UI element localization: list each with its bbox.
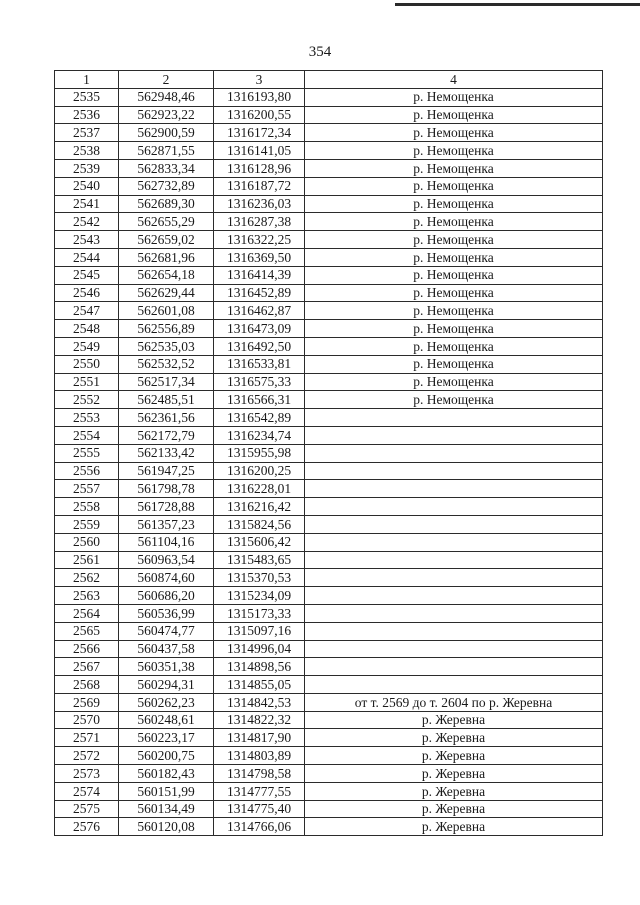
y-coordinate-cell: 1316236,03	[214, 195, 305, 213]
table-row	[55, 658, 603, 676]
table-row	[55, 195, 603, 213]
point-number-cell: 2535	[55, 88, 119, 106]
point-number-cell: 2555	[55, 444, 119, 462]
x-coordinate-cell: 560151,99	[119, 782, 214, 800]
point-number-cell: 2551	[55, 373, 119, 391]
table-row	[55, 782, 603, 800]
table-row	[55, 213, 603, 231]
table-row	[55, 231, 603, 249]
description-cell: р. Немощенка	[305, 373, 603, 391]
table-row	[55, 533, 603, 551]
point-number-cell: 2565	[55, 622, 119, 640]
description-cell: р. Жеревна	[305, 782, 603, 800]
description-cell	[305, 622, 603, 640]
x-coordinate-cell: 560134,49	[119, 800, 214, 818]
y-coordinate-cell: 1316128,96	[214, 159, 305, 177]
point-number-cell: 2564	[55, 604, 119, 622]
point-number-cell: 2567	[55, 658, 119, 676]
description-cell: р. Немощенка	[305, 302, 603, 320]
table-row	[55, 604, 603, 622]
y-coordinate-cell: 1315173,33	[214, 604, 305, 622]
x-coordinate-cell: 562833,34	[119, 159, 214, 177]
table-row	[55, 498, 603, 516]
point-number-cell: 2537	[55, 124, 119, 142]
table-row	[55, 622, 603, 640]
table-row	[55, 551, 603, 569]
x-coordinate-cell: 560437,58	[119, 640, 214, 658]
x-coordinate-cell: 560294,31	[119, 676, 214, 694]
table-row	[55, 248, 603, 266]
x-coordinate-cell: 560262,23	[119, 693, 214, 711]
point-number-cell: 2566	[55, 640, 119, 658]
page-number: 354	[308, 44, 332, 60]
description-cell: р. Жеревна	[305, 765, 603, 783]
table-row	[55, 124, 603, 142]
point-number-cell: 2553	[55, 409, 119, 427]
point-number-cell: 2575	[55, 800, 119, 818]
table-row	[55, 426, 603, 444]
point-number-cell: 2554	[55, 426, 119, 444]
y-coordinate-cell: 1314817,90	[214, 729, 305, 747]
table-row	[55, 320, 603, 338]
point-number-cell: 2543	[55, 231, 119, 249]
y-coordinate-cell: 1316193,80	[214, 88, 305, 106]
table-row	[55, 729, 603, 747]
x-coordinate-cell: 562517,34	[119, 373, 214, 391]
description-cell	[305, 409, 603, 427]
top-edge-rule	[395, 3, 640, 6]
point-number-cell: 2571	[55, 729, 119, 747]
description-cell	[305, 640, 603, 658]
description-cell: р. Немощенка	[305, 213, 603, 231]
description-cell	[305, 551, 603, 569]
x-coordinate-cell: 560686,20	[119, 587, 214, 605]
description-cell: р. Жеревна	[305, 747, 603, 765]
coordinates-table	[54, 70, 603, 836]
table-row	[55, 177, 603, 195]
table-row	[55, 480, 603, 498]
description-cell	[305, 498, 603, 516]
description-cell	[305, 658, 603, 676]
point-number-cell: 2561	[55, 551, 119, 569]
x-coordinate-cell: 561357,23	[119, 515, 214, 533]
table-row	[55, 515, 603, 533]
description-cell	[305, 515, 603, 533]
description-cell: от т. 2569 до т. 2604 по р. Жеревна	[305, 693, 603, 711]
description-cell: р. Немощенка	[305, 320, 603, 338]
table-row	[55, 444, 603, 462]
description-cell: р. Немощенка	[305, 355, 603, 373]
table-row	[55, 284, 603, 302]
point-number-cell: 2574	[55, 782, 119, 800]
point-number-cell: 2562	[55, 569, 119, 587]
point-number-cell: 2540	[55, 177, 119, 195]
y-coordinate-cell: 1315824,56	[214, 515, 305, 533]
x-coordinate-cell: 562923,22	[119, 106, 214, 124]
y-coordinate-cell: 1315370,53	[214, 569, 305, 587]
y-coordinate-cell: 1316575,33	[214, 373, 305, 391]
point-number-cell: 2545	[55, 266, 119, 284]
y-coordinate-cell: 1316452,89	[214, 284, 305, 302]
point-number-cell: 2559	[55, 515, 119, 533]
table-row	[55, 800, 603, 818]
y-coordinate-cell: 1316414,39	[214, 266, 305, 284]
point-number-cell: 2557	[55, 480, 119, 498]
point-number-cell: 2546	[55, 284, 119, 302]
table-row	[55, 391, 603, 409]
x-coordinate-cell: 560223,17	[119, 729, 214, 747]
point-number-cell: 2544	[55, 248, 119, 266]
x-coordinate-cell: 562654,18	[119, 266, 214, 284]
x-coordinate-cell: 560874,60	[119, 569, 214, 587]
description-cell: р. Немощенка	[305, 248, 603, 266]
y-coordinate-cell: 1314803,89	[214, 747, 305, 765]
y-coordinate-cell: 1315606,42	[214, 533, 305, 551]
table-header	[55, 71, 603, 89]
description-cell: р. Жеревна	[305, 800, 603, 818]
description-cell: р. Немощенка	[305, 231, 603, 249]
description-cell	[305, 480, 603, 498]
description-cell	[305, 569, 603, 587]
table-row	[55, 711, 603, 729]
point-number-cell: 2542	[55, 213, 119, 231]
y-coordinate-cell: 1314798,58	[214, 765, 305, 783]
x-coordinate-cell: 562485,51	[119, 391, 214, 409]
column-header-2: 2	[119, 71, 214, 89]
y-coordinate-cell: 1316566,31	[214, 391, 305, 409]
table-row	[55, 693, 603, 711]
description-cell	[305, 587, 603, 605]
x-coordinate-cell: 562172,79	[119, 426, 214, 444]
x-coordinate-cell: 561104,16	[119, 533, 214, 551]
x-coordinate-cell: 562689,30	[119, 195, 214, 213]
y-coordinate-cell: 1314898,56	[214, 658, 305, 676]
y-coordinate-cell: 1316322,25	[214, 231, 305, 249]
point-number-cell: 2570	[55, 711, 119, 729]
description-cell: р. Немощенка	[305, 124, 603, 142]
point-number-cell: 2539	[55, 159, 119, 177]
column-header-4: 4	[305, 71, 603, 89]
x-coordinate-cell: 562655,29	[119, 213, 214, 231]
table-row	[55, 302, 603, 320]
point-number-cell: 2549	[55, 337, 119, 355]
y-coordinate-cell: 1314842,53	[214, 693, 305, 711]
table-row	[55, 266, 603, 284]
y-coordinate-cell: 1315097,16	[214, 622, 305, 640]
x-coordinate-cell: 560200,75	[119, 747, 214, 765]
description-cell: р. Немощенка	[305, 106, 603, 124]
point-number-cell: 2552	[55, 391, 119, 409]
y-coordinate-cell: 1316200,25	[214, 462, 305, 480]
x-coordinate-cell: 562948,46	[119, 88, 214, 106]
point-number-cell: 2550	[55, 355, 119, 373]
x-coordinate-cell: 562900,59	[119, 124, 214, 142]
y-coordinate-cell: 1314775,40	[214, 800, 305, 818]
x-coordinate-cell: 562361,56	[119, 409, 214, 427]
description-cell: р. Немощенка	[305, 88, 603, 106]
description-cell: р. Немощенка	[305, 266, 603, 284]
point-number-cell: 2568	[55, 676, 119, 694]
header-row	[55, 71, 603, 89]
table-row	[55, 818, 603, 836]
description-cell: р. Немощенка	[305, 159, 603, 177]
table-row	[55, 587, 603, 605]
table-row	[55, 142, 603, 160]
y-coordinate-cell: 1316462,87	[214, 302, 305, 320]
x-coordinate-cell: 561728,88	[119, 498, 214, 516]
point-number-cell: 2541	[55, 195, 119, 213]
description-cell	[305, 426, 603, 444]
x-coordinate-cell: 560120,08	[119, 818, 214, 836]
x-coordinate-cell: 562601,08	[119, 302, 214, 320]
x-coordinate-cell: 562732,89	[119, 177, 214, 195]
y-coordinate-cell: 1315955,98	[214, 444, 305, 462]
point-number-cell: 2569	[55, 693, 119, 711]
table-row	[55, 409, 603, 427]
table-body	[55, 88, 603, 835]
y-coordinate-cell: 1316200,55	[214, 106, 305, 124]
x-coordinate-cell: 561947,25	[119, 462, 214, 480]
y-coordinate-cell: 1314822,32	[214, 711, 305, 729]
x-coordinate-cell: 560182,43	[119, 765, 214, 783]
y-coordinate-cell: 1316542,89	[214, 409, 305, 427]
point-number-cell: 2560	[55, 533, 119, 551]
x-coordinate-cell: 560963,54	[119, 551, 214, 569]
x-coordinate-cell: 560474,77	[119, 622, 214, 640]
y-coordinate-cell: 1316172,34	[214, 124, 305, 142]
description-cell: р. Жеревна	[305, 711, 603, 729]
x-coordinate-cell: 560248,61	[119, 711, 214, 729]
table-row	[55, 569, 603, 587]
x-coordinate-cell: 562133,42	[119, 444, 214, 462]
table-row	[55, 355, 603, 373]
y-coordinate-cell: 1314996,04	[214, 640, 305, 658]
column-header-1: 1	[55, 71, 119, 89]
description-cell: р. Немощенка	[305, 337, 603, 355]
table-row	[55, 373, 603, 391]
point-number-cell: 2563	[55, 587, 119, 605]
description-cell: р. Немощенка	[305, 195, 603, 213]
x-coordinate-cell: 562532,52	[119, 355, 214, 373]
point-number-cell: 2536	[55, 106, 119, 124]
description-cell: р. Жеревна	[305, 818, 603, 836]
table-row	[55, 747, 603, 765]
y-coordinate-cell: 1316287,38	[214, 213, 305, 231]
description-cell: р. Немощенка	[305, 391, 603, 409]
y-coordinate-cell: 1316533,81	[214, 355, 305, 373]
x-coordinate-cell: 562556,89	[119, 320, 214, 338]
y-coordinate-cell: 1316369,50	[214, 248, 305, 266]
y-coordinate-cell: 1314766,06	[214, 818, 305, 836]
y-coordinate-cell: 1316228,01	[214, 480, 305, 498]
point-number-cell: 2547	[55, 302, 119, 320]
point-number-cell: 2558	[55, 498, 119, 516]
x-coordinate-cell: 560351,38	[119, 658, 214, 676]
y-coordinate-cell: 1316492,50	[214, 337, 305, 355]
description-cell	[305, 604, 603, 622]
column-header-3: 3	[214, 71, 305, 89]
y-coordinate-cell: 1314855,05	[214, 676, 305, 694]
description-cell	[305, 533, 603, 551]
table-row	[55, 159, 603, 177]
table-row	[55, 88, 603, 106]
description-cell: р. Немощенка	[305, 142, 603, 160]
x-coordinate-cell: 562535,03	[119, 337, 214, 355]
description-cell	[305, 444, 603, 462]
y-coordinate-cell: 1316141,05	[214, 142, 305, 160]
table-row	[55, 676, 603, 694]
x-coordinate-cell: 560536,99	[119, 604, 214, 622]
x-coordinate-cell: 562681,96	[119, 248, 214, 266]
y-coordinate-cell: 1316187,72	[214, 177, 305, 195]
x-coordinate-cell: 561798,78	[119, 480, 214, 498]
table-row	[55, 462, 603, 480]
description-cell: р. Немощенка	[305, 177, 603, 195]
table-row	[55, 337, 603, 355]
y-coordinate-cell: 1314777,55	[214, 782, 305, 800]
table-row	[55, 640, 603, 658]
point-number-cell: 2573	[55, 765, 119, 783]
point-number-cell: 2556	[55, 462, 119, 480]
y-coordinate-cell: 1316473,09	[214, 320, 305, 338]
x-coordinate-cell: 562871,55	[119, 142, 214, 160]
y-coordinate-cell: 1315234,09	[214, 587, 305, 605]
point-number-cell: 2548	[55, 320, 119, 338]
description-cell	[305, 462, 603, 480]
x-coordinate-cell: 562659,02	[119, 231, 214, 249]
y-coordinate-cell: 1315483,65	[214, 551, 305, 569]
point-number-cell: 2572	[55, 747, 119, 765]
y-coordinate-cell: 1316216,42	[214, 498, 305, 516]
table-row	[55, 765, 603, 783]
y-coordinate-cell: 1316234,74	[214, 426, 305, 444]
description-cell: р. Немощенка	[305, 284, 603, 302]
point-number-cell: 2538	[55, 142, 119, 160]
description-cell	[305, 676, 603, 694]
point-number-cell: 2576	[55, 818, 119, 836]
table-row	[55, 106, 603, 124]
x-coordinate-cell: 562629,44	[119, 284, 214, 302]
description-cell: р. Жеревна	[305, 729, 603, 747]
